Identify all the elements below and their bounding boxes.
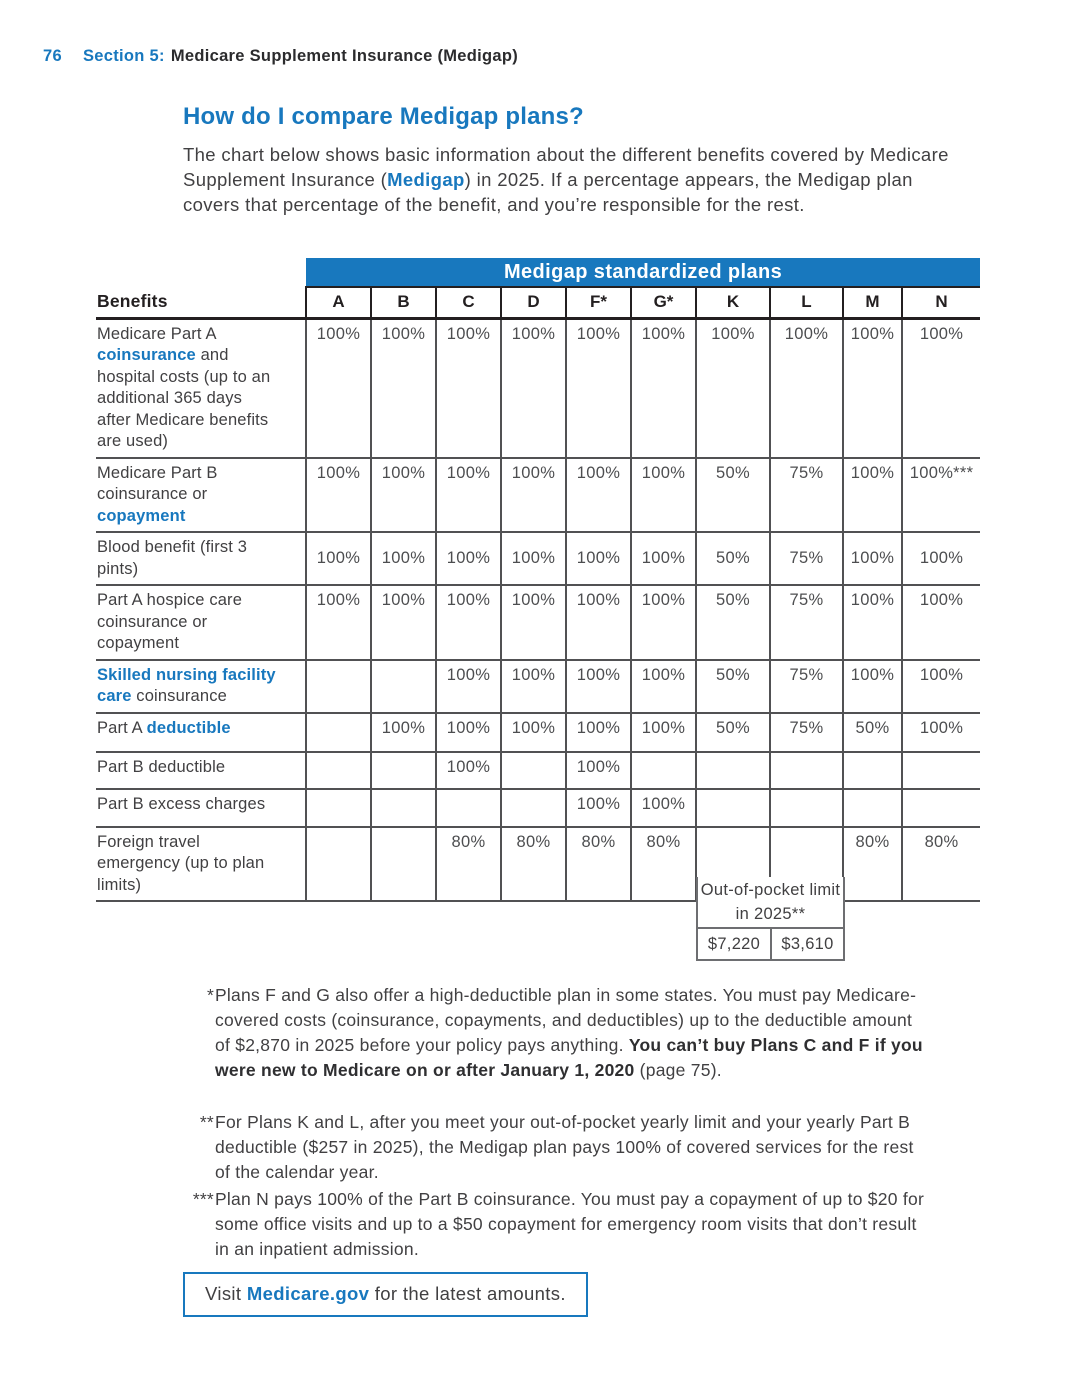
- plan-value-cell-M: 100%: [843, 660, 902, 713]
- banner-row: [96, 258, 980, 287]
- plan-value-cell-L: [770, 752, 843, 789]
- plan-value-cell-G: 100%: [631, 458, 696, 533]
- plan-value-cell-L: 75%: [770, 585, 843, 660]
- out-of-pocket-header-row: [697, 877, 844, 928]
- plan-value-cell-B: [371, 789, 436, 827]
- plan-value-cell-K: [696, 752, 770, 789]
- plan-value-cell-F: 100%: [566, 585, 631, 660]
- plan-value-cell-N: 100%: [902, 585, 980, 660]
- medigap-comparison-table: [96, 258, 980, 902]
- plan-value-cell-L: [770, 789, 843, 827]
- benefit-name-cell: Part B deductible: [96, 752, 306, 789]
- plan-value-cell-B: 100%: [371, 532, 436, 585]
- plan-value-cell-G: 100%: [631, 532, 696, 585]
- plan-value-cell-M: 80%: [843, 827, 902, 902]
- plan-value-cell-M: 100%: [843, 532, 902, 585]
- benefit-name-cell: Blood benefit (first 3 pints): [96, 532, 306, 585]
- plan-value-cell-K: [696, 789, 770, 827]
- medicare-gov-link[interactable]: Medicare.gov: [246, 1283, 370, 1304]
- plan-value-cell-B: [371, 827, 436, 902]
- plan-value-cell-M: 50%: [843, 713, 902, 752]
- benefit-row: [96, 752, 980, 789]
- plan-value-cell-N: [902, 789, 980, 827]
- plan-value-cell-D: 100%: [501, 660, 566, 713]
- benefit-name-cell: Skilled nursing facility care coinsurance: [96, 660, 306, 713]
- out-of-pocket-box: [696, 877, 845, 961]
- plan-value-cell-C: 100%: [436, 318, 501, 458]
- plan-column-header-F: F*: [566, 287, 631, 318]
- plan-column-header-K: K: [696, 287, 770, 318]
- plan-value-cell-N: [902, 752, 980, 789]
- plan-value-cell-K: 50%: [696, 660, 770, 713]
- plan-value-cell-L: 75%: [770, 660, 843, 713]
- plan-value-cell-N: 100%: [902, 318, 980, 458]
- plan-value-cell-N: 100%***: [902, 458, 980, 533]
- page-heading: How do I compare Medigap plans?: [183, 103, 584, 130]
- benefit-row: [96, 660, 980, 713]
- section-title: Medicare Supplement Insurance (Medigap): [170, 47, 519, 65]
- footnote-3: *** Plan N pays 100% of the Part B coinsurance. You must pay a copayment of up to $20 for some office visits and up to a $50 copayment for emergency room visits that don’t result in an inpatient admission.: [192, 1189, 925, 1259]
- plan-value-cell-C: 100%: [436, 458, 501, 533]
- plan-value-cell-D: 100%: [501, 318, 566, 458]
- plan-value-cell-N: 100%: [902, 532, 980, 585]
- plan-value-cell-L: 100%: [770, 318, 843, 458]
- plan-value-cell-M: 100%: [843, 585, 902, 660]
- plan-column-header-G: G*: [631, 287, 696, 318]
- plan-value-cell-F: 80%: [566, 827, 631, 902]
- plan-value-cell-D: [501, 789, 566, 827]
- plan-value-cell-N: 80%: [902, 827, 980, 902]
- running-head: [43, 47, 518, 66]
- plan-value-cell-G: 80%: [631, 827, 696, 902]
- visit-text-pre: Visit: [205, 1283, 247, 1304]
- skilled-nursing-facility-care-link[interactable]: Skilled nursing facility care: [97, 665, 276, 705]
- plan-value-cell-M: [843, 752, 902, 789]
- plan-value-cell-G: [631, 752, 696, 789]
- medigap-standardized-plans-banner: Medigap standardized plans: [306, 258, 980, 287]
- deductible-link[interactable]: deductible: [146, 718, 231, 737]
- plan-column-header-B: B: [371, 287, 436, 318]
- plan-column-header-L: L: [770, 287, 843, 318]
- plan-value-cell-L: 75%: [770, 532, 843, 585]
- out-of-pocket-value-plan-k: $7,220: [697, 928, 771, 960]
- plan-value-cell-C: 100%: [436, 660, 501, 713]
- plan-column-header-M: M: [843, 287, 902, 318]
- plan-value-cell-N: 100%: [902, 660, 980, 713]
- benefit-name-cell: Foreign travel emergency (up to plan limits): [96, 827, 306, 902]
- plan-value-cell-D: 100%: [501, 532, 566, 585]
- plan-value-cell-G: 100%: [631, 713, 696, 752]
- benefit-row: [96, 532, 980, 585]
- plan-value-cell-D: 100%: [501, 585, 566, 660]
- plan-value-cell-G: 100%: [631, 585, 696, 660]
- footnote-marker: ***: [192, 1189, 214, 1209]
- benefit-name-cell: Medicare Part A coinsurance and hospital costs (up to an additional 365 days after Medicare benefits are used): [96, 318, 306, 458]
- intro-paragraph: [183, 142, 965, 217]
- benefit-row: [96, 458, 980, 533]
- plan-value-cell-D: 100%: [501, 713, 566, 752]
- benefit-row: [96, 713, 980, 752]
- plan-value-cell-B: 100%: [371, 585, 436, 660]
- plan-value-cell-K: 50%: [696, 458, 770, 533]
- plan-value-cell-K: 50%: [696, 713, 770, 752]
- plan-value-cell-K: 50%: [696, 585, 770, 660]
- plan-value-cell-G: 100%: [631, 660, 696, 713]
- plan-value-cell-B: [371, 660, 436, 713]
- coinsurance-link[interactable]: coinsurance: [97, 346, 196, 364]
- plan-value-cell-F: 100%: [566, 660, 631, 713]
- plan-value-cell-F: 100%: [566, 532, 631, 585]
- plan-value-cell-A: [306, 789, 371, 827]
- plan-value-cell-N: 100%: [902, 713, 980, 752]
- plan-value-cell-A: [306, 713, 371, 752]
- plan-value-cell-C: 100%: [436, 532, 501, 585]
- benefit-name-cell: Medicare Part B coinsurance or copayment: [96, 458, 306, 533]
- plan-column-header-N: N: [902, 287, 980, 318]
- plan-letters-row: [96, 287, 980, 318]
- section-label: Section 5:: [82, 47, 165, 65]
- benefit-row: [96, 789, 980, 827]
- plan-value-cell-G: 100%: [631, 318, 696, 458]
- plan-value-cell-C: 100%: [436, 585, 501, 660]
- medigap-link[interactable]: Medigap: [387, 169, 465, 190]
- benefit-row: [96, 585, 980, 660]
- out-of-pocket-value-plan-l: $3,610: [771, 928, 844, 960]
- plan-value-cell-A: 100%: [306, 532, 371, 585]
- plan-value-cell-D: 100%: [501, 458, 566, 533]
- visit-text-post: for the latest amounts.: [369, 1283, 566, 1304]
- copayment-link[interactable]: copayment: [97, 506, 186, 525]
- plan-value-cell-A: [306, 660, 371, 713]
- benefit-name-cell: Part A deductible: [96, 713, 306, 752]
- plan-value-cell-F: 100%: [566, 789, 631, 827]
- plan-value-cell-B: 100%: [371, 318, 436, 458]
- plan-value-cell-F: 100%: [566, 318, 631, 458]
- footnote-1: * Plans F and G also offer a high-deductible plan in some states. You must pay Medicare-covered costs (coinsurance, copayments, and deductibles) up to the deductible amount of $2,870 in 2025 before your policy pays anything. You can’t buy Plans C and F if you were new to Medicare on or after January 1, 2020 (page 75).: [206, 985, 923, 1080]
- plan-value-cell-C: [436, 789, 501, 827]
- benefits-column-header: Benefits: [96, 287, 306, 318]
- plan-value-cell-F: 100%: [566, 752, 631, 789]
- page-number: 76: [43, 47, 62, 65]
- plan-value-cell-A: 100%: [306, 458, 371, 533]
- plan-value-cell-G: 100%: [631, 789, 696, 827]
- benefit-row: [96, 318, 980, 458]
- plan-value-cell-B: 100%: [371, 713, 436, 752]
- plan-value-cell-F: 100%: [566, 713, 631, 752]
- benefit-name-cell: Part A hospice care coinsurance or copayment: [96, 585, 306, 660]
- plan-value-cell-M: 100%: [843, 318, 902, 458]
- plan-value-cell-A: [306, 827, 371, 902]
- visit-medicare-gov-box: [183, 1272, 588, 1317]
- plan-value-cell-A: 100%: [306, 585, 371, 660]
- intro-text-post: ) in 2025. If a percentage appears, the Medigap plan covers that percentage of the benefit, and you’re responsible for the rest.: [183, 169, 913, 215]
- table-corner-spacer: [96, 258, 306, 287]
- plan-value-cell-C: 100%: [436, 752, 501, 789]
- plan-value-cell-A: [306, 752, 371, 789]
- plan-value-cell-F: 100%: [566, 458, 631, 533]
- plan-column-header-D: D: [501, 287, 566, 318]
- plan-value-cell-C: 80%: [436, 827, 501, 902]
- out-of-pocket-header: Out-of-pocket limit in 2025**: [697, 877, 844, 928]
- footnote-marker: *: [206, 985, 214, 1005]
- footnote-marker: **: [199, 1112, 214, 1132]
- intro-text-pre: The chart below shows basic information about the different benefits covered by Medicare Supplement Insurance (: [183, 144, 949, 190]
- benefit-row: [96, 827, 980, 902]
- plan-value-cell-M: [843, 789, 902, 827]
- out-of-pocket-values-row: [697, 928, 844, 960]
- benefit-name-cell: Part B excess charges: [96, 789, 306, 827]
- plan-value-cell-B: 100%: [371, 458, 436, 533]
- plan-value-cell-M: 100%: [843, 458, 902, 533]
- plan-value-cell-L: 75%: [770, 713, 843, 752]
- plan-value-cell-C: 100%: [436, 713, 501, 752]
- plan-value-cell-D: 80%: [501, 827, 566, 902]
- plan-value-cell-A: 100%: [306, 318, 371, 458]
- plan-value-cell-K: 100%: [696, 318, 770, 458]
- plan-value-cell-K: 50%: [696, 532, 770, 585]
- plan-column-header-C: C: [436, 287, 501, 318]
- plan-value-cell-B: [371, 752, 436, 789]
- plan-value-cell-L: 75%: [770, 458, 843, 533]
- footnote-2: ** For Plans K and L, after you meet your out-of-pocket yearly limit and your yearly Part B deductible ($257 in 2025), the Medigap plan pays 100% of covered services for the rest of the calendar year.: [199, 1112, 914, 1182]
- plan-value-cell-D: [501, 752, 566, 789]
- plan-column-header-A: A: [306, 287, 371, 318]
